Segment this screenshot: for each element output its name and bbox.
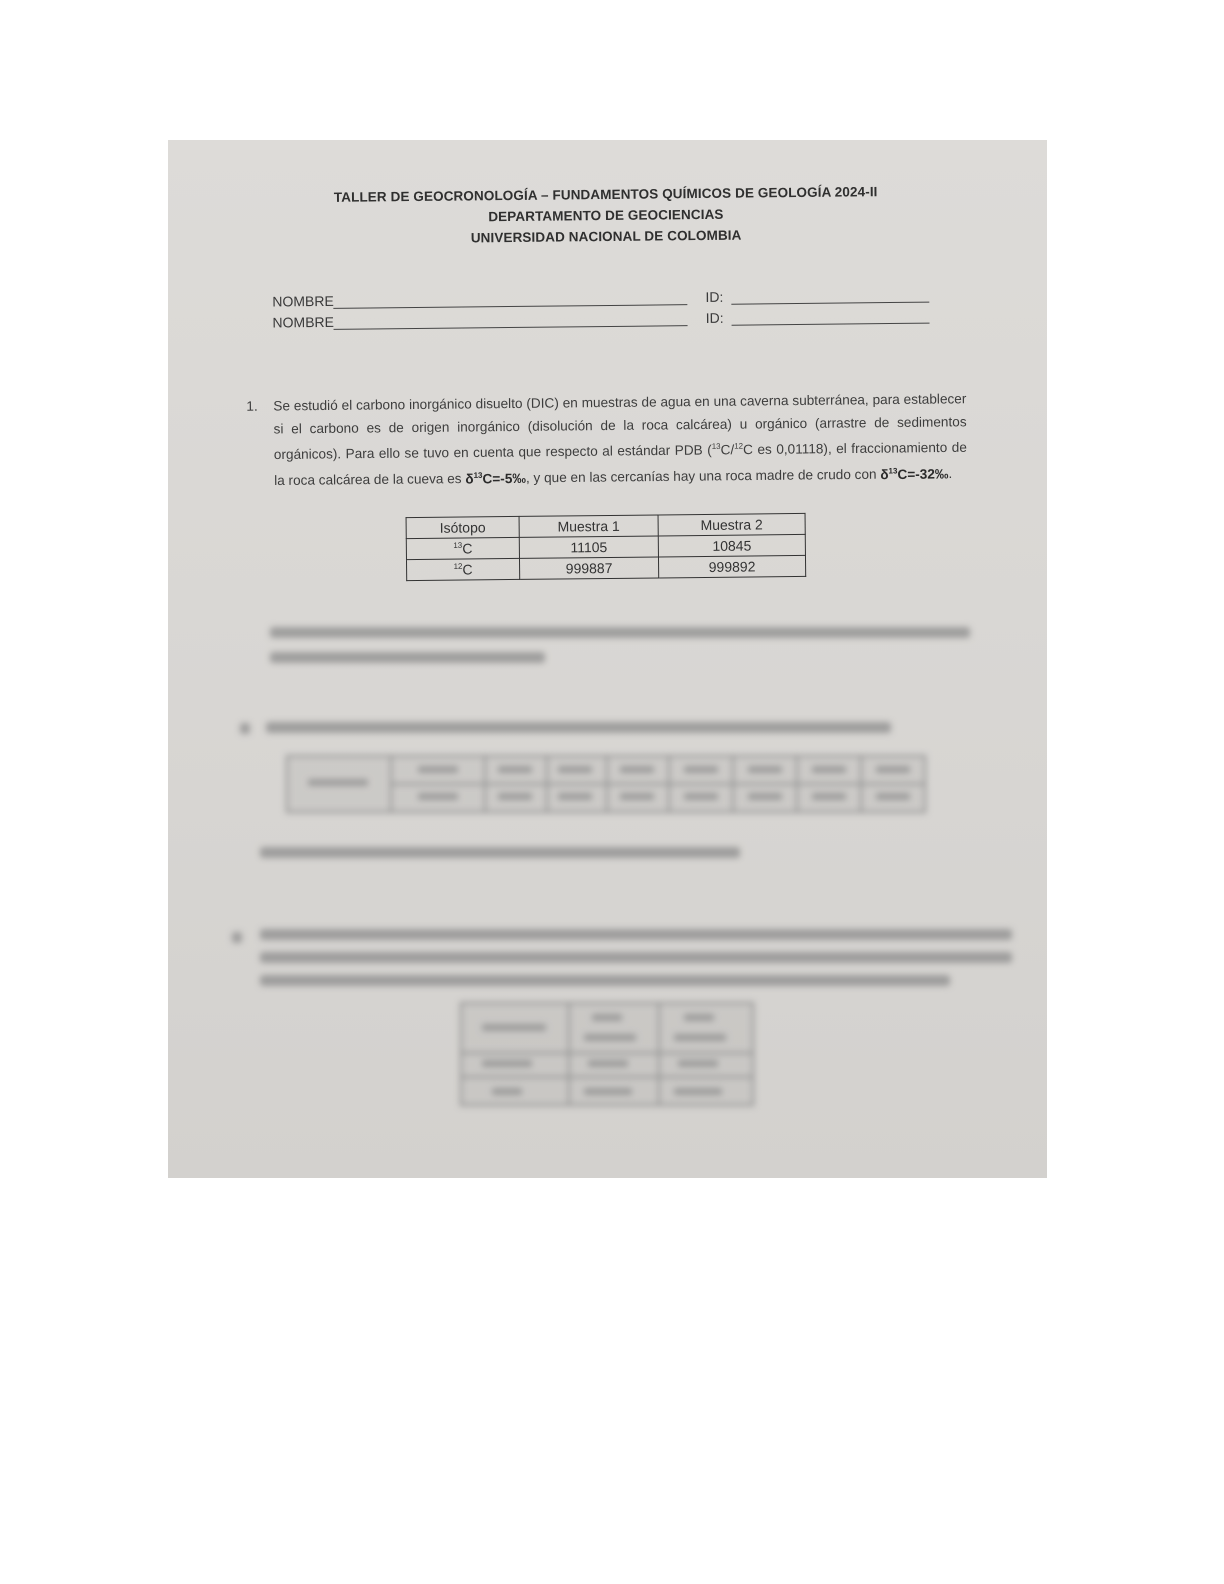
id-label: ID:: [705, 288, 724, 305]
table-header-cell: Isótopo: [406, 516, 519, 538]
blurred-text-line: [260, 952, 1012, 963]
blurred-text-line: [266, 722, 891, 733]
name-label: NOMBRE: [272, 313, 335, 331]
document-photo: [168, 140, 1047, 1178]
blurred-section: [168, 597, 1047, 1178]
sample2-cell: 10845: [658, 534, 805, 557]
sample2-cell: 999892: [658, 555, 805, 578]
blurred-table: [460, 1002, 754, 1106]
header-title: TALLER DE GEOCRONOLOGÍA – FUNDAMENTOS QUÍMICOS DE GEOLOGÍA 2024-II: [333, 184, 878, 205]
question-number: 1.: [246, 398, 258, 414]
sample1-cell: 999887: [519, 557, 658, 579]
name-row-1: [272, 287, 929, 310]
id-field-1[interactable]: [731, 290, 929, 305]
blurred-question-number: [240, 723, 250, 734]
name-label: NOMBRE: [272, 292, 334, 310]
blurred-text-line: [270, 627, 970, 638]
legible-section: [168, 140, 1047, 602]
name-field-2[interactable]: [334, 313, 688, 330]
table-row: [406, 555, 805, 580]
table-header-cell: Muestra 2: [658, 513, 805, 536]
isotope-cell: $^{13}$C: [406, 537, 519, 559]
table-header-cell: Muestra 1: [519, 515, 658, 537]
blurred-text-line: [270, 652, 545, 663]
blurred-text-line: [260, 929, 1012, 940]
document-header: [168, 179, 1046, 251]
blurred-table: [286, 755, 926, 813]
header-department: DEPARTAMENTO DE GEOCIENCIAS: [488, 206, 724, 225]
header-university: UNIVERSIDAD NACIONAL DE COLOMBIA: [470, 227, 742, 246]
question-1: [246, 388, 967, 493]
isotope-cell: $^{12}$C: [406, 558, 519, 580]
isotope-table: [406, 513, 807, 581]
blurred-text-line: [260, 847, 740, 858]
blurred-question-number: [232, 932, 242, 943]
name-field-1[interactable]: [334, 292, 688, 309]
sample1-cell: 11105: [519, 536, 658, 558]
id-label: ID:: [705, 309, 724, 326]
name-row-2: [272, 308, 929, 331]
blurred-text-line: [260, 975, 950, 986]
question-text: Se estudió el carbono inorgánico disuelto (DIC) en muestras de agua en una caverna subterránea, para establecer si el carbono es de origen inorgánico (disolución de la roca calcárea) u orgánico (arrastre de sedimentos orgánicos). Para ello se tuvo en cuenta que respecto al estándar PDB ($^{13}$C/$^{12}$C es 0,01118), el fraccionamiento de la roca calcárea de la cueva es $\delta^{13}C=-5‰$, y que en las cercanías hay una roca madre de crudo con $\delta^{13}C=-32‰$.: [273, 391, 967, 489]
id-field-2[interactable]: [731, 311, 929, 326]
